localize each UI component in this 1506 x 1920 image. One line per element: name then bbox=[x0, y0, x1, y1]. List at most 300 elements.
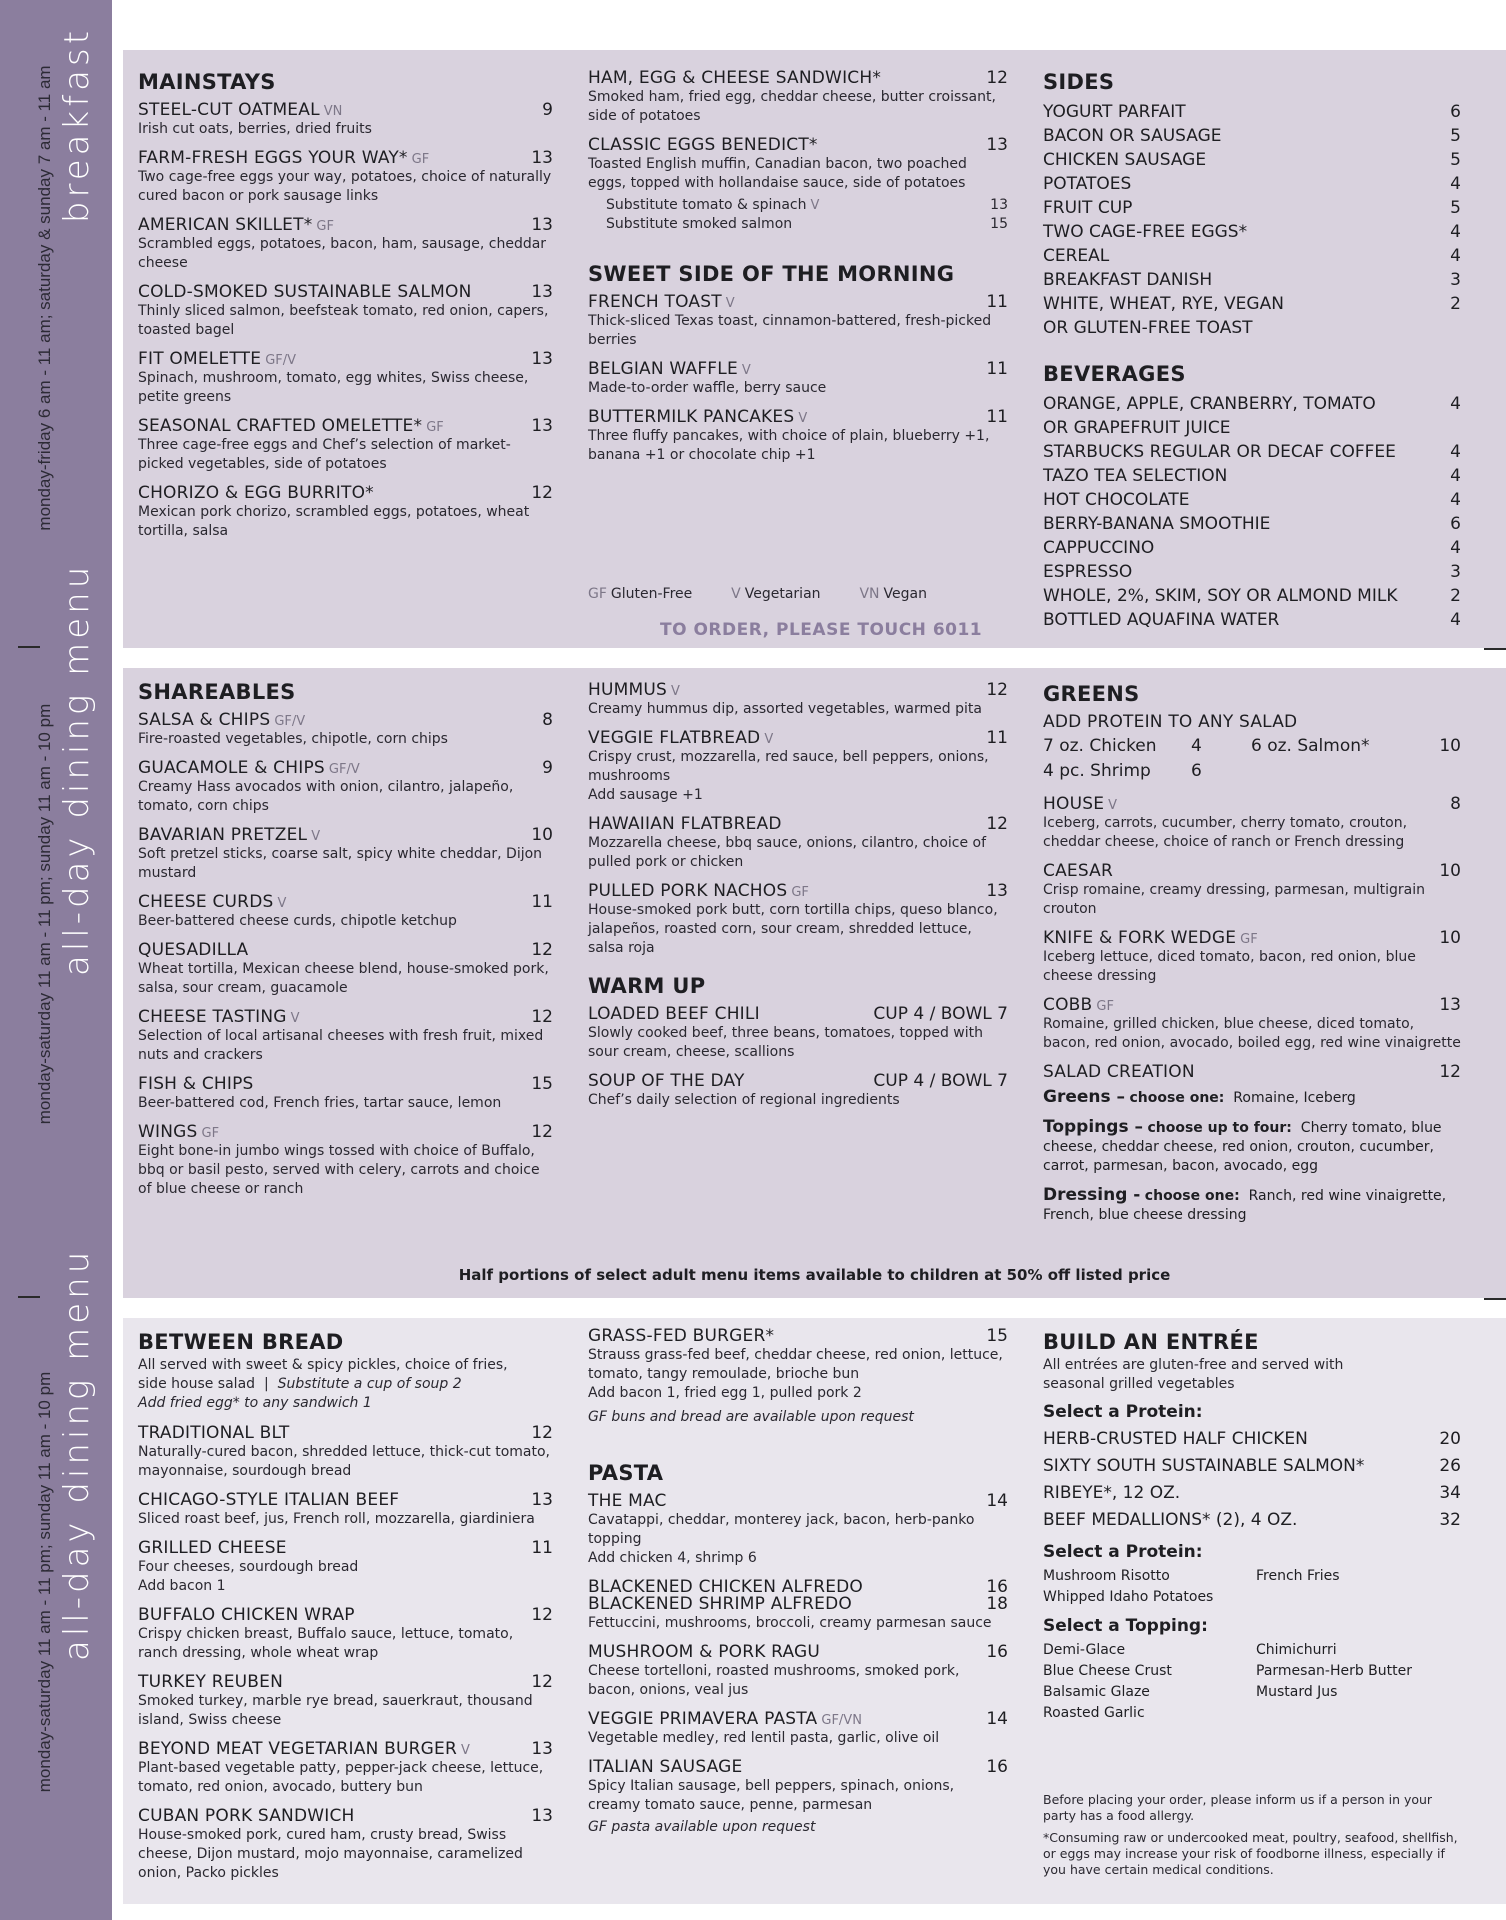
item-name: TURKEY REUBEN bbox=[138, 1672, 284, 1692]
intro-substitute: Substitute a cup of soup 2 bbox=[277, 1376, 462, 1392]
item-desc: House-smoked pork butt, corn tortilla chips, queso blanco, jalapeños, roasted corn, sour cream, shredded lettuce, salsa roja bbox=[588, 902, 998, 956]
item-price: 11 bbox=[986, 728, 1008, 748]
menu-line bbox=[1043, 100, 1461, 124]
item-price: 13 bbox=[531, 148, 553, 168]
menu-line bbox=[1043, 560, 1461, 584]
item-price: 10 bbox=[1439, 928, 1461, 948]
legend-label: Vegan bbox=[883, 586, 927, 602]
menu-item bbox=[138, 282, 553, 340]
diet-tag: V bbox=[290, 1011, 300, 1026]
menu-item bbox=[588, 1071, 1008, 1110]
menu-line bbox=[1043, 148, 1461, 172]
item-name: VEGGIE PRIMAVERA PASTA bbox=[588, 1709, 818, 1729]
item-desc: Mozzarella cheese, bbq sauce, onions, cilantro, choice of pulled pork or chicken bbox=[588, 835, 987, 870]
entree-protein bbox=[1043, 1453, 1461, 1480]
diet-tag: V bbox=[764, 732, 774, 747]
menu-line bbox=[1043, 608, 1461, 632]
menu-item bbox=[138, 100, 553, 139]
item-price: 13 bbox=[986, 135, 1008, 155]
item-desc: Crispy crust, mozzarella, red sauce, bell peppers, onions, mushrooms bbox=[588, 749, 989, 784]
item-price: 9 bbox=[542, 758, 553, 778]
item-price: 12 bbox=[986, 814, 1008, 834]
item-desc: Iceberg lettuce, diced tomato, bacon, red onion, blue cheese dressing bbox=[1043, 949, 1416, 984]
item-name: HAM, EGG & CHEESE SANDWICH* bbox=[588, 68, 882, 88]
diet-legend bbox=[588, 586, 927, 602]
menu-item bbox=[138, 825, 553, 883]
item-name: SOUP OF THE DAY bbox=[588, 1071, 745, 1091]
item-price: 12 bbox=[531, 1605, 553, 1625]
diet-tag: V bbox=[810, 198, 820, 213]
item-price: 8 bbox=[1450, 794, 1461, 814]
diet-tag: GF/V bbox=[328, 762, 360, 777]
item-name: OR GLUTEN-FREE TOAST bbox=[1043, 318, 1253, 338]
item-price: 5 bbox=[1450, 150, 1461, 170]
item-name: BERRY-BANANA SMOOTHIE bbox=[1043, 514, 1271, 534]
item-price: 14 bbox=[986, 1709, 1008, 1729]
protein-name: 7 oz. Chicken bbox=[1043, 736, 1157, 756]
menu-line bbox=[1043, 416, 1461, 440]
topping-option: Roasted Garlic bbox=[1043, 1705, 1145, 1721]
menu-item bbox=[138, 349, 553, 407]
menu-item bbox=[588, 135, 1008, 193]
item-desc: Add sausage +1 bbox=[588, 787, 703, 803]
menu-item bbox=[138, 1490, 553, 1529]
item-desc: Thick-sliced Texas toast, cinnamon-battered, fresh-picked berries bbox=[588, 313, 992, 348]
item-desc: Creamy Hass avocados with onion, cilantro, jalapeño, tomato, corn chips bbox=[138, 779, 514, 814]
item-price: 15 bbox=[531, 1074, 553, 1094]
item-name: BACON OR SAUSAGE bbox=[1043, 126, 1222, 146]
substitute-label: Substitute tomato & spinach bbox=[606, 197, 807, 213]
item-name: OR GRAPEFRUIT JUICE bbox=[1043, 418, 1231, 438]
section-hours-allday-1: monday-saturday 11 am - 11 pm; sunday 11 am - 10 pm bbox=[35, 703, 54, 1125]
item-price: 4 bbox=[1450, 246, 1461, 266]
gf-bun-note: GF buns and bread are available upon request bbox=[588, 1409, 914, 1425]
menu-item bbox=[1043, 861, 1461, 919]
burger-pasta-column bbox=[588, 1326, 1008, 1837]
item-name: QUESADILLA bbox=[138, 940, 249, 960]
item-name: CHEESE TASTING bbox=[138, 1007, 287, 1027]
protein-price: 6 bbox=[1191, 761, 1202, 781]
item-desc: Slowly cooked beef, three beans, tomatoes, topped with sour cream, cheese, scallions bbox=[588, 1025, 983, 1060]
menu-item bbox=[588, 292, 1008, 350]
salad-greens bbox=[1043, 1088, 1461, 1108]
item-desc: Selection of local artisanal cheeses with fresh fruit, mixed nuts and crackers bbox=[138, 1028, 544, 1063]
greens-column bbox=[1043, 682, 1461, 1234]
item-price: 16 bbox=[986, 1577, 1008, 1597]
allergy-notice: Before placing your order, please inform us if a person in your party has a food allergy. bbox=[1043, 1792, 1433, 1823]
side-option: Whipped Idaho Potatoes bbox=[1043, 1589, 1214, 1605]
legend-key: V bbox=[731, 586, 741, 602]
shareables-column bbox=[138, 680, 553, 1208]
item-desc: Mexican pork chorizo, scrambled eggs, potatoes, wheat tortilla, salsa bbox=[138, 504, 530, 539]
item-price: 12 bbox=[531, 1423, 553, 1443]
item-name: HUMMUS bbox=[588, 680, 667, 700]
menu-item bbox=[138, 1122, 553, 1199]
item-price: 5 bbox=[1450, 126, 1461, 146]
topping-option: Mustard Jus bbox=[1256, 1684, 1338, 1700]
item-price: 11 bbox=[986, 292, 1008, 312]
item-name: WHITE, WHEAT, RYE, VEGAN bbox=[1043, 294, 1284, 314]
side-option bbox=[1256, 1587, 1456, 1608]
item-name: SALAD CREATION bbox=[1043, 1062, 1195, 1082]
protein-price bbox=[1436, 759, 1461, 784]
item-desc: Sliced roast beef, jus, French roll, mozzarella, giardiniera bbox=[138, 1511, 535, 1527]
item-price: 4 bbox=[1450, 222, 1461, 242]
entree-protein bbox=[1043, 1480, 1461, 1507]
item-name: TAZO TEA SELECTION bbox=[1043, 466, 1228, 486]
menu-item bbox=[588, 1577, 1008, 1633]
section-intro bbox=[138, 1356, 553, 1413]
menu-item bbox=[588, 1642, 1008, 1700]
substitute-label: Substitute smoked salmon bbox=[606, 216, 793, 232]
menu-item bbox=[138, 940, 553, 998]
diet-tag: GF bbox=[426, 420, 444, 435]
item-price: 12 bbox=[531, 483, 553, 503]
option-choose: choose one: bbox=[1129, 1090, 1225, 1106]
protein-name: 4 pc. Shrimp bbox=[1043, 761, 1151, 781]
protein-name: 6 oz. Salmon* bbox=[1251, 736, 1370, 756]
item-price: 4 bbox=[1450, 442, 1461, 462]
item-desc: Add bacon 1, fried egg 1, pulled pork 2 bbox=[588, 1385, 862, 1401]
section-hours-breakfast: monday-friday 6 am - 11 am; saturday & sunday 7 am - 11 am bbox=[35, 65, 54, 531]
protein-name bbox=[1251, 759, 1436, 784]
item-desc: Irish cut oats, berries, dried fruits bbox=[138, 121, 372, 137]
section-heading: SIDES bbox=[1043, 70, 1115, 94]
item-name: HAWAIIAN FLATBREAD bbox=[588, 814, 782, 834]
option-choose: choose one: bbox=[1144, 1188, 1240, 1204]
menu-item bbox=[588, 359, 1008, 398]
substitute-option bbox=[606, 215, 1008, 234]
item-desc: Creamy hummus dip, assorted vegetables, warmed pita bbox=[588, 701, 982, 717]
section-title-allday-2: all-day dining menu bbox=[57, 1247, 97, 1661]
menu-item bbox=[138, 892, 553, 931]
item-desc: Eight bone-in jumbo wings tossed with choice of Buffalo, bbq or basil pesto, served with celery, carrots and choice of blue cheese or ranch bbox=[138, 1143, 540, 1197]
menu-item bbox=[1043, 794, 1461, 852]
item-desc: Wheat tortilla, Mexican cheese blend, house-smoked pork, salsa, sour cream, guacamole bbox=[138, 961, 549, 996]
item-name: GUACAMOLE & CHIPS bbox=[138, 758, 325, 778]
item-name: FISH & CHIPS bbox=[138, 1074, 254, 1094]
menu-item bbox=[138, 1806, 553, 1883]
diet-tag: GF/V bbox=[274, 714, 306, 729]
select-side-label: Select a Protein: bbox=[1043, 1542, 1203, 1562]
item-name: TRADITIONAL BLT bbox=[138, 1423, 290, 1443]
topping-option: Balsamic Glaze bbox=[1043, 1684, 1150, 1700]
menu-item bbox=[588, 728, 1008, 805]
item-price: 13 bbox=[531, 215, 553, 235]
menu-item bbox=[138, 1074, 553, 1113]
menu-line bbox=[1043, 316, 1461, 340]
item-name: FRENCH TOAST bbox=[588, 292, 722, 312]
menu-item bbox=[588, 680, 1008, 719]
sides-beverages-column bbox=[1043, 70, 1461, 632]
item-name: FARM-FRESH EGGS YOUR WAY* bbox=[138, 148, 408, 168]
item-name: STEEL-CUT OATMEAL bbox=[138, 100, 320, 120]
protein-price: 20 bbox=[1439, 1429, 1461, 1449]
item-price: 18 bbox=[986, 1594, 1008, 1614]
item-desc: Add bacon 1 bbox=[138, 1578, 226, 1594]
item-name: BELGIAN WAFFLE bbox=[588, 359, 738, 379]
option-text: Ranch, red wine vinaigrette, French, blue cheese dressing bbox=[1043, 1188, 1447, 1223]
option-text: Romaine, Iceberg bbox=[1233, 1090, 1356, 1106]
diet-tag: GF bbox=[201, 1126, 220, 1141]
item-desc: Plant-based vegetable patty, pepper-jack cheese, lettuce, tomato, red onion, avocado, buttery bun bbox=[138, 1760, 544, 1795]
item-price: 8 bbox=[542, 710, 553, 730]
item-price: 6 bbox=[1450, 514, 1461, 534]
protein-name: HERB-CRUSTED HALF CHICKEN bbox=[1043, 1429, 1308, 1449]
between-bread-column bbox=[138, 1330, 553, 1892]
item-price: 4 bbox=[1450, 538, 1461, 558]
protein-name: SIXTY SOUTH SUSTAINABLE SALMON* bbox=[1043, 1456, 1365, 1476]
item-name: FIT OMELETTE bbox=[138, 349, 262, 369]
legend-key: VN bbox=[859, 586, 880, 602]
menu-item bbox=[588, 814, 1008, 872]
item-price: CUP 4 / BOWL 7 bbox=[873, 1004, 1008, 1024]
item-price: 13 bbox=[531, 416, 553, 436]
item-price: 12 bbox=[986, 68, 1008, 88]
item-price: 4 bbox=[1450, 610, 1461, 630]
protein-price: 10 bbox=[1439, 736, 1461, 756]
item-price: 4 bbox=[1450, 490, 1461, 510]
item-desc: Cheese tortelloni, roasted mushrooms, smoked pork, bacon, onions, veal jus bbox=[588, 1663, 960, 1698]
allday-panel-1 bbox=[123, 668, 1506, 1298]
menu-line bbox=[1043, 536, 1461, 560]
intro-separator: | bbox=[263, 1376, 269, 1392]
item-name: CLASSIC EGGS BENEDICT* bbox=[588, 135, 818, 155]
item-name: BAVARIAN PRETZEL bbox=[138, 825, 308, 845]
side-option: French Fries bbox=[1256, 1568, 1340, 1584]
entree-protein bbox=[1043, 1426, 1461, 1453]
item-price: 13 bbox=[531, 1806, 553, 1826]
section-divider-tick bbox=[18, 646, 40, 648]
menu-line bbox=[1043, 220, 1461, 244]
section-heading: MAINSTAYS bbox=[138, 70, 276, 94]
section-divider-tick bbox=[1484, 1298, 1506, 1300]
item-name: POTATOES bbox=[1043, 174, 1132, 194]
menu-line bbox=[1043, 464, 1461, 488]
item-desc: Add chicken 4, shrimp 6 bbox=[588, 1550, 757, 1566]
menu-item bbox=[588, 407, 1008, 465]
item-desc: Chef’s daily selection of regional ingredients bbox=[588, 1092, 900, 1108]
protein-name: RIBEYE*, 12 OZ. bbox=[1043, 1483, 1181, 1503]
menu-line bbox=[1043, 292, 1461, 316]
item-desc: Three fluffy pancakes, with choice of plain, blueberry +1, banana +1 or chocolate chip +1 bbox=[588, 428, 990, 463]
item-price: 13 bbox=[531, 1739, 553, 1759]
section-divider-tick bbox=[18, 1296, 40, 1298]
item-price: 11 bbox=[531, 1538, 553, 1558]
topping-option: Blue Cheese Crust bbox=[1043, 1663, 1172, 1679]
item-desc: Scrambled eggs, potatoes, bacon, ham, sausage, cheddar cheese bbox=[138, 236, 547, 271]
entree-intro: All entrées are gluten-free and served with seasonal grilled vegetables bbox=[1043, 1357, 1344, 1392]
protein-option-row bbox=[1043, 734, 1461, 759]
menu-item bbox=[138, 710, 553, 749]
protein-title: ADD PROTEIN TO ANY SALAD bbox=[1043, 712, 1298, 732]
item-name: BLACKENED CHICKEN ALFREDO bbox=[588, 1577, 864, 1597]
item-name: YOGURT PARFAIT bbox=[1043, 102, 1186, 122]
item-desc: Romaine, grilled chicken, blue cheese, diced tomato, bacon, red onion, avocado, boiled egg, red wine vinaigrette bbox=[1043, 1016, 1461, 1051]
item-name: BUFFALO CHICKEN WRAP bbox=[138, 1605, 355, 1625]
menu-item bbox=[588, 1709, 1008, 1748]
menu-item bbox=[588, 1004, 1008, 1062]
select-protein-label: Select a Protein: bbox=[1043, 1402, 1203, 1422]
breakfast-panel bbox=[123, 50, 1506, 648]
protein-price: 32 bbox=[1439, 1510, 1461, 1530]
item-desc: Strauss grass-fed beef, cheddar cheese, red onion, lettuce, tomato, tangy remoulade, brioche bun bbox=[588, 1347, 1003, 1382]
item-price: 12 bbox=[531, 1672, 553, 1692]
item-desc: Cavatappi, cheddar, monterey jack, bacon, herb-panko topping bbox=[588, 1512, 975, 1547]
item-name: HOUSE bbox=[1043, 794, 1105, 814]
item-desc: Crispy chicken breast, Buffalo sauce, lettuce, tomato, ranch dressing, whole wheat wrap bbox=[138, 1626, 514, 1661]
item-desc: Spicy Italian sausage, bell peppers, spinach, onions, creamy tomato sauce, penne, parmesan bbox=[588, 1778, 955, 1813]
intro-line: All served with sweet & spicy pickles, choice of fries, bbox=[138, 1357, 508, 1373]
menu-line bbox=[1043, 584, 1461, 608]
build-entree-column bbox=[1043, 1330, 1461, 1877]
select-topping-label: Select a Topping: bbox=[1043, 1616, 1208, 1636]
item-desc: Two cage-free eggs your way, potatoes, choice of naturally cured bacon or pork sausage links bbox=[138, 169, 552, 204]
entree-protein bbox=[1043, 1507, 1461, 1534]
menu-item bbox=[138, 758, 553, 816]
option-label: Greens – bbox=[1043, 1087, 1126, 1107]
menu-line bbox=[1043, 268, 1461, 292]
item-name: ORANGE, APPLE, CRANBERRY, TOMATO bbox=[1043, 394, 1376, 414]
item-price: 4 bbox=[1450, 466, 1461, 486]
item-price: 12 bbox=[1439, 1062, 1461, 1082]
menu-line bbox=[1043, 196, 1461, 220]
item-price: 13 bbox=[1439, 995, 1461, 1015]
item-name: CHICKEN SAUSAGE bbox=[1043, 150, 1207, 170]
diet-tag: V bbox=[1108, 798, 1118, 813]
item-desc: Crisp romaine, creamy dressing, parmesan, multigrain crouton bbox=[1043, 882, 1425, 917]
menu-line bbox=[1043, 172, 1461, 196]
item-desc: Naturally-cured bacon, shredded lettuce, thick-cut tomato, mayonnaise, sourdough bread bbox=[138, 1444, 551, 1479]
menu-line bbox=[1043, 124, 1461, 148]
item-name: CEREAL bbox=[1043, 246, 1110, 266]
diet-tag: V bbox=[725, 296, 735, 311]
item-price: 9 bbox=[542, 100, 553, 120]
salad-dressing bbox=[1043, 1186, 1461, 1225]
diet-tag: V bbox=[277, 896, 287, 911]
topping-option: Parmesan-Herb Butter bbox=[1256, 1663, 1413, 1679]
menu-item bbox=[138, 1538, 553, 1596]
diet-tag: GF bbox=[1240, 932, 1258, 947]
diet-tag: GF bbox=[316, 219, 334, 234]
item-name: BREAKFAST DANISH bbox=[1043, 270, 1213, 290]
order-touch-note: TO ORDER, PLEASE TOUCH 6011 bbox=[660, 620, 983, 640]
item-name: WINGS bbox=[138, 1122, 198, 1142]
raw-food-warning: *Consuming raw or undercooked meat, poultry, seafood, shellfish, or eggs may increase your risk of foodborne illness, especially if you have certain medical conditions. bbox=[1043, 1830, 1458, 1877]
item-name: FRUIT CUP bbox=[1043, 198, 1133, 218]
item-price: 4 bbox=[1450, 394, 1461, 414]
item-name: MUSHROOM & PORK RAGU bbox=[588, 1642, 821, 1662]
item-name: GRILLED CHEESE bbox=[138, 1538, 287, 1558]
item-name: BOTTLED AQUAFINA WATER bbox=[1043, 610, 1280, 630]
item-name: THE MAC bbox=[588, 1491, 667, 1511]
diet-tag: V bbox=[671, 684, 680, 699]
diet-tag: VN bbox=[323, 104, 343, 119]
allday-panel-2 bbox=[123, 1318, 1506, 1904]
menu-item bbox=[588, 1326, 1008, 1403]
item-price: 2 bbox=[1450, 586, 1461, 606]
substitute-price: 15 bbox=[990, 216, 1008, 232]
protein-price: 26 bbox=[1439, 1456, 1461, 1476]
item-name: VEGGIE FLATBREAD bbox=[588, 728, 761, 748]
menu-item bbox=[1043, 1062, 1461, 1225]
children-portion-note: Half portions of select adult menu items available to children at 50% off listed price bbox=[458, 1266, 1171, 1284]
menu-item bbox=[1043, 995, 1461, 1053]
item-price: 2 bbox=[1450, 294, 1461, 314]
item-price: 14 bbox=[986, 1491, 1008, 1511]
item-name: SEASONAL CRAFTED OMELETTE* bbox=[138, 416, 423, 436]
item-name: CAPPUCCINO bbox=[1043, 538, 1155, 558]
item-desc: House-smoked pork, cured ham, crusty bread, Swiss cheese, Dijon mustard, mojo mayonnaise, caramelized onion, Packo pickles bbox=[138, 1827, 523, 1881]
item-price: 13 bbox=[531, 282, 553, 302]
menu-item bbox=[588, 881, 1008, 958]
item-price: CUP 4 / BOWL 7 bbox=[873, 1071, 1008, 1091]
diet-tag: GF/VN bbox=[821, 1713, 862, 1728]
item-price: 12 bbox=[531, 1007, 553, 1027]
protein-option-row bbox=[1043, 759, 1461, 784]
item-price: 3 bbox=[1450, 562, 1461, 582]
protein-price: 34 bbox=[1439, 1483, 1461, 1503]
section-heading: WARM UP bbox=[588, 974, 706, 998]
option-choose: choose up to four: bbox=[1147, 1120, 1292, 1136]
item-name: HOT CHOCOLATE bbox=[1043, 490, 1190, 510]
item-name: ITALIAN SAUSAGE bbox=[588, 1757, 743, 1777]
item-name: CHORIZO & EGG BURRITO* bbox=[138, 483, 374, 503]
menu-item bbox=[588, 68, 1008, 126]
option-label: Toppings – bbox=[1043, 1117, 1143, 1137]
allday-middle-column bbox=[588, 680, 1008, 1119]
item-name: TWO CAGE-FREE EGGS* bbox=[1043, 222, 1248, 242]
item-price: 13 bbox=[531, 349, 553, 369]
item-price: 11 bbox=[531, 892, 553, 912]
diet-tag: GF bbox=[411, 152, 430, 167]
item-name: COBB bbox=[1043, 995, 1093, 1015]
section-title-breakfast: breakfast bbox=[57, 26, 97, 224]
menu-item bbox=[138, 148, 553, 206]
item-price: 11 bbox=[986, 359, 1008, 379]
diet-tag: V bbox=[798, 411, 808, 426]
item-price: 4 bbox=[1450, 174, 1461, 194]
menu-item bbox=[588, 1491, 1008, 1568]
item-desc: Smoked turkey, marble rye bread, sauerkraut, thousand island, Swiss cheese bbox=[138, 1693, 533, 1728]
item-price: 12 bbox=[531, 940, 553, 960]
mainstays-column bbox=[138, 70, 553, 550]
item-name: WHOLE, 2%, SKIM, SOY OR ALMOND MILK bbox=[1043, 586, 1398, 606]
item-price: 5 bbox=[1450, 198, 1461, 218]
item-name: STARBUCKS REGULAR OR DECAF COFFEE bbox=[1043, 442, 1396, 462]
item-name: CUBAN PORK SANDWICH bbox=[138, 1806, 355, 1826]
section-heading: BETWEEN BREAD bbox=[138, 1330, 344, 1354]
section-heading: BEVERAGES bbox=[1043, 362, 1186, 386]
substitute-price: 13 bbox=[990, 197, 1008, 213]
item-price: 12 bbox=[531, 1122, 553, 1142]
section-title-allday-1: all-day dining menu bbox=[57, 562, 97, 976]
item-price: 10 bbox=[1439, 861, 1461, 881]
menu-line bbox=[1043, 244, 1461, 268]
breakfast-middle-column bbox=[588, 68, 1008, 640]
salad-toppings bbox=[1043, 1118, 1461, 1176]
topping-option: Chimichurri bbox=[1256, 1642, 1337, 1658]
item-desc: Three cage-free eggs and Chef’s selection of market-picked vegetables, side of potatoes bbox=[138, 437, 511, 472]
protein-name: BEEF MEDALLIONS* (2), 4 OZ. bbox=[1043, 1510, 1298, 1530]
item-name: SALSA & CHIPS bbox=[138, 710, 271, 730]
menu-item bbox=[138, 416, 553, 474]
legend-label: Vegetarian bbox=[744, 586, 821, 602]
diet-tag: V bbox=[741, 363, 751, 378]
item-price: 6 bbox=[1450, 102, 1461, 122]
item-desc: Thinly sliced salmon, beefsteak tomato, red onion, capers, toasted bagel bbox=[138, 303, 549, 338]
diet-tag: GF bbox=[791, 885, 809, 900]
